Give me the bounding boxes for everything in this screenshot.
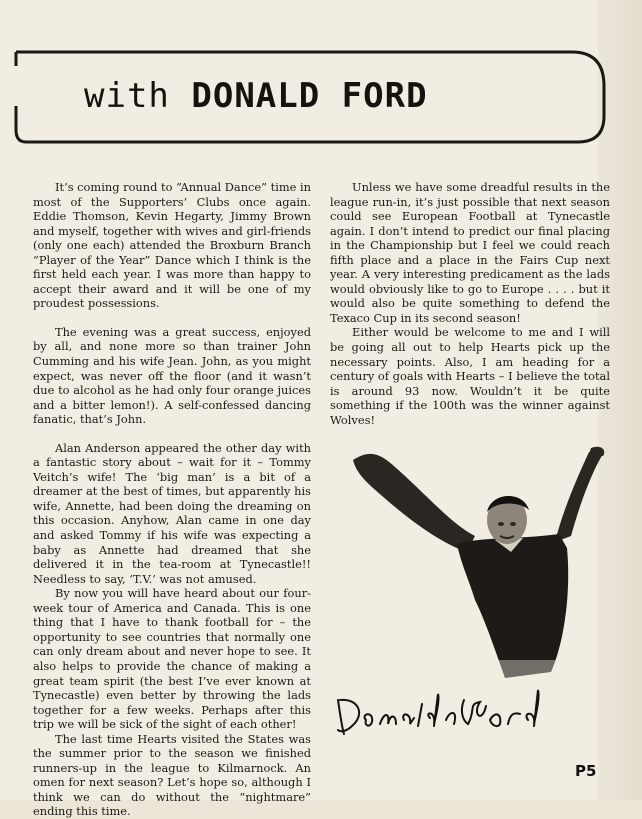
page-number: P5 [575, 762, 597, 780]
paragraph: Either would be welcome to me and I will be going all out to help Hearts pick up the necessary points. Also, I am heading for a century of goals with Hearts – I believe the total is around 93 now. Wouldn’t it be quite something if the 100th was the winner against Wolves! [330, 325, 610, 427]
paragraph: By now you will have heard about our four-week tour of America and Canada. This is one thing that I have to thank football for – the opportunity to see countries that normally one can only dream about and never hope to see. It also helps to provide the chance of making a great team spirit (the best I’ve ever known at Tynecastle) even better by throwing the lads together for a few weeks. Perhaps after this trip we will be sick of the sight of each other! [33, 586, 311, 732]
paragraph: It’s coming round to “Annual Dance” time in most of the Supporters’ Clubs once again. Eddie Thomson, Kevin Hegarty, Jimmy Brown and myself, together with wives and girl-friends (only one each) attended the Broxburn Branch “Player of the Year” Dance which I think is the first held each year. I was more than happy to accept their award and it will be one of my proudest possessions. [33, 180, 311, 311]
paragraph: The last time Hearts visited the States was the summer prior to the season we finished runners-up in the league to Kilmarnock. An omen for next season? Let’s hope so, although I think we can do without the “nightmare” ending this time. [33, 731, 311, 819]
left-column [33, 180, 311, 819]
right-column [330, 180, 610, 427]
paragraph: Alan Anderson appeared the other day with a fantastic story about – wait for it – Tommy Veitch’s wife! The ‘big man’ is a bit of a dreamer at the best of times, but apparently his wife, Annette, had been doing the dreaming on this occasion. Anyhow, Alan came in one day and asked Tommy if his wife was expecting a baby as Annette had dreamed that she delivered it in the tea-room at Tynecastle!! Needless to say, ‘T.V.’ was not amused. [33, 440, 311, 586]
paragraph: The evening was a great success, enjoyed by all, and none more so than trainer John Cumming and his wife Jean. John, as you might expect, was never off the floor (and it wasn’t due to alcohol as he had only four orange juices and a bitter lemon!). A self-confessed dancing fanatic, that’s John. [33, 324, 311, 427]
page-title [84, 76, 544, 116]
title-with: with [84, 76, 170, 116]
title-name: DONALD FORD [191, 76, 428, 116]
paragraph: Unless we have some dreadful results in the league run-in, it’s just possible that next season could see European Football at Tynecastle again. I don’t intend to predict our final placing in the Championship but I feel we could reach fifth place and a place in the Fairs Cup next year. A very interesting predicament as the lads would obviously like to go to Europe . . . . but it would also be quite something to defend the Texaco Cup in its second season! [330, 180, 610, 325]
player-photo [345, 440, 615, 680]
signature [330, 680, 590, 740]
